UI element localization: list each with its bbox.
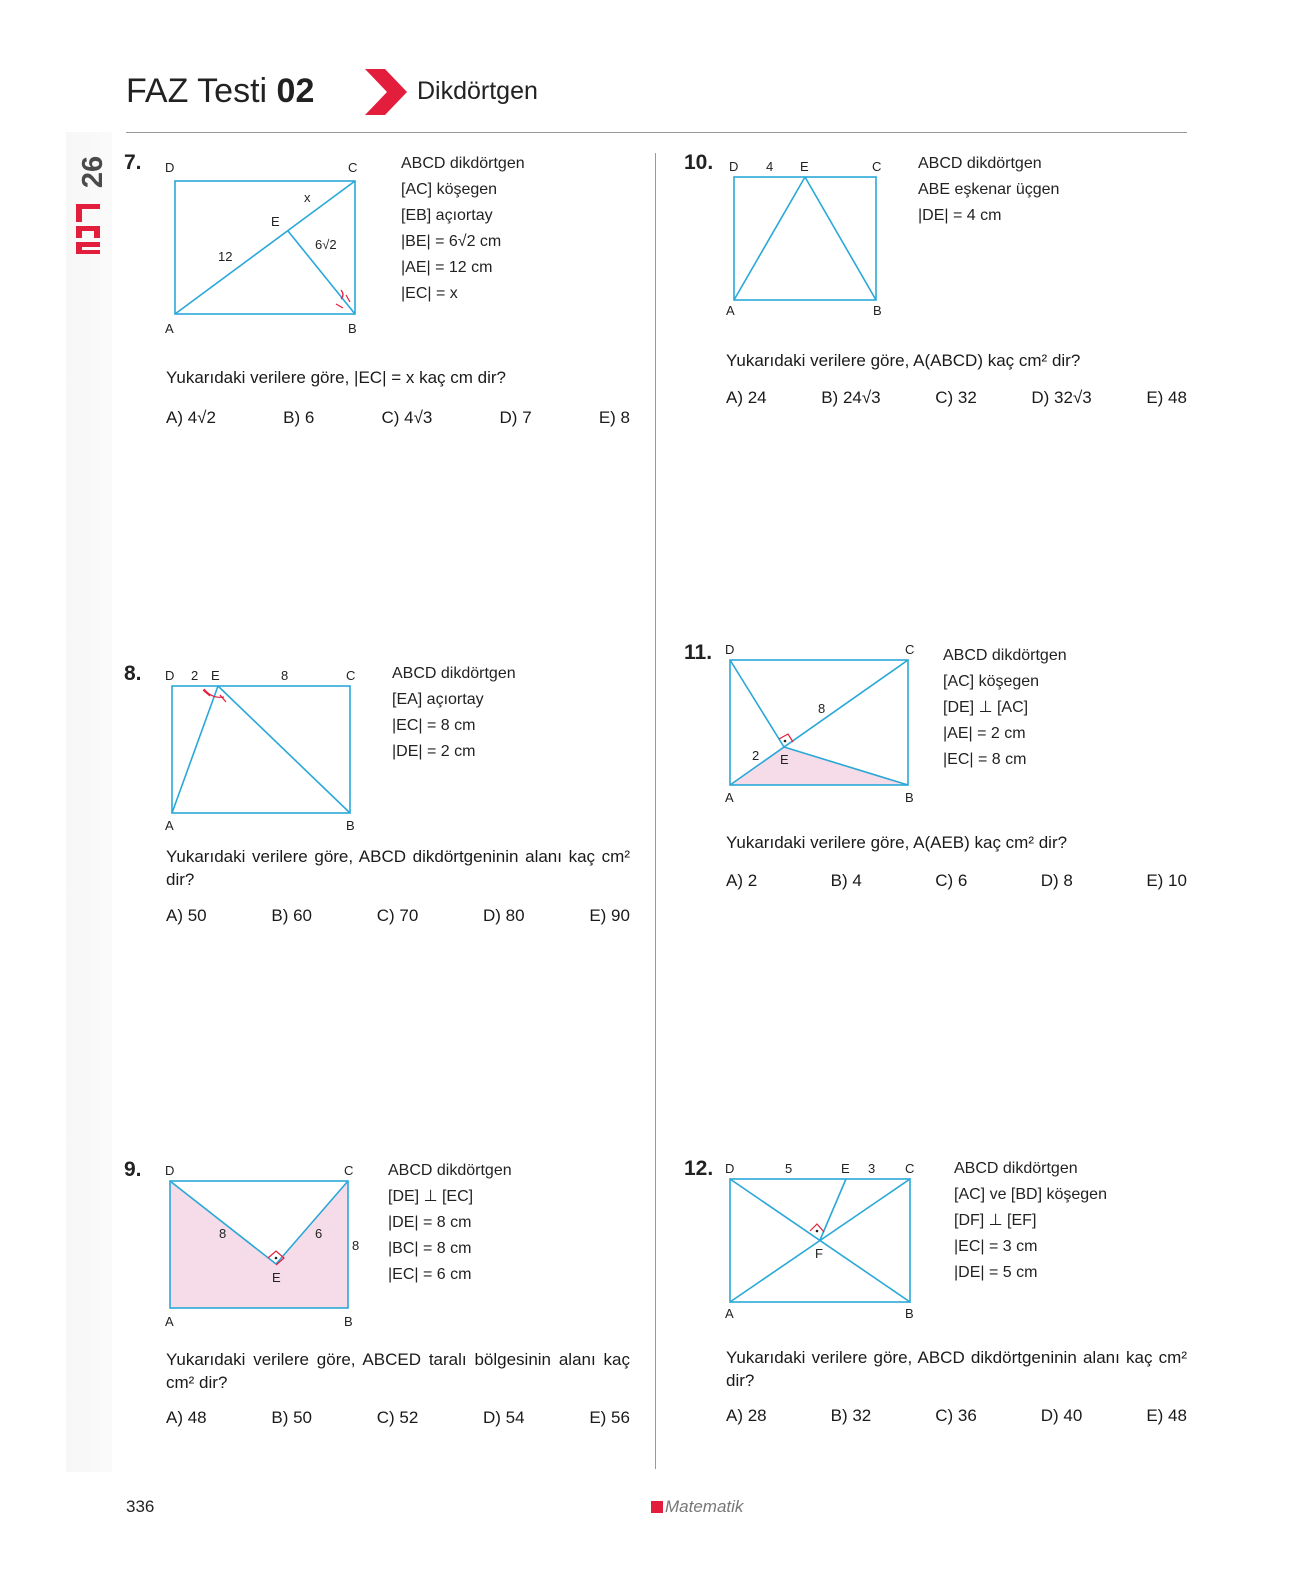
label-E: E [271, 214, 280, 229]
question-11-info [943, 643, 1067, 773]
info-line: ABE eşkenar üçgen [918, 181, 1060, 198]
label-B: B [873, 303, 882, 318]
question-8-text: Yukarıdaki verilere göre, ABCD dikdörtgeninin alanı kaç cm² dir? [166, 847, 630, 889]
header-divider [126, 132, 1187, 133]
info-line: [AC] köşegen [943, 673, 1040, 690]
label-B: B [344, 1314, 353, 1329]
choice-c[interactable]: C) 4√3 [381, 408, 433, 427]
question-number: 7. [124, 151, 142, 174]
question-7-text: Yukarıdaki verilere göre, |EC| = x kaç cm dir? [166, 368, 506, 387]
label-12: 12 [218, 249, 233, 264]
choice-e[interactable]: E) 48 [1146, 1406, 1187, 1425]
choice-b[interactable]: B) 50 [271, 1408, 312, 1427]
label-E: E [800, 159, 809, 174]
choice-e[interactable]: E) 8 [598, 408, 630, 427]
choice-c[interactable]: C) 52 [376, 1408, 419, 1427]
label-3: 3 [868, 1161, 876, 1176]
choice-e[interactable]: E) 90 [589, 906, 630, 925]
question-number: 10. [684, 151, 714, 174]
column-divider [655, 153, 656, 1469]
info-line: |EC| = 8 cm [392, 717, 476, 734]
info-line: [DE] ⊥ [EC] [388, 1188, 474, 1205]
info-line: |BE| = 6√2 cm [401, 233, 502, 250]
question-9-choices [166, 1408, 630, 1428]
question-12-info [954, 1156, 1107, 1286]
label-B: B [905, 1306, 914, 1321]
question-12-figure [722, 1158, 927, 1323]
label-6root2: 6√2 [315, 237, 337, 252]
question-10-info [918, 151, 1059, 229]
info-line: |DE| = 2 cm [392, 743, 476, 760]
choice-a[interactable]: A) 28 [726, 1406, 767, 1425]
label-8: 8 [818, 701, 826, 716]
choice-a[interactable]: A) 24 [726, 388, 767, 407]
question-7-info [401, 151, 525, 307]
choice-d[interactable]: D) 7 [499, 408, 532, 427]
info-line: |EC| = x [401, 285, 458, 302]
chevron-right-icon [365, 69, 407, 115]
faz-logo-icon [73, 200, 103, 256]
sidebar-page-number: 26 [77, 155, 109, 189]
choice-d[interactable]: D) 8 [1040, 871, 1073, 890]
question-10-choices [726, 388, 1187, 408]
choice-c[interactable]: C) 70 [376, 906, 419, 925]
label-A: A [726, 303, 735, 318]
label-E: E [272, 1270, 281, 1285]
choice-a[interactable]: A) 4√2 [166, 408, 216, 427]
question-12-choices [726, 1406, 1187, 1426]
question-9-figure [160, 1160, 375, 1330]
info-line: |BC| = 8 cm [388, 1240, 472, 1257]
choice-a[interactable]: A) 2 [726, 871, 758, 890]
choice-e[interactable]: E) 48 [1146, 388, 1187, 407]
info-line: |AE| = 12 cm [401, 259, 493, 276]
info-line: |EC| = 6 cm [388, 1266, 472, 1283]
label-2: 2 [191, 668, 199, 683]
choice-c[interactable]: C) 36 [935, 1406, 977, 1425]
test-number: 02 [276, 72, 315, 110]
question-number: 9. [124, 1158, 142, 1181]
info-line: ABCD dikdörtgen [401, 155, 525, 172]
choice-e[interactable]: E) 10 [1146, 871, 1187, 890]
choice-c[interactable]: C) 32 [935, 388, 977, 407]
info-line: ABCD dikdörtgen [918, 155, 1042, 172]
label-A: A [165, 818, 174, 833]
label-A: A [725, 1306, 734, 1321]
label-A: A [165, 1314, 174, 1329]
question-number: 12. [684, 1157, 714, 1180]
info-line: [DF] ⊥ [EF] [954, 1212, 1037, 1229]
label-D: D [725, 1161, 735, 1176]
label-C: C [344, 1163, 354, 1178]
info-line: |EC| = 3 cm [954, 1238, 1038, 1255]
info-line: ABCD dikdörtgen [392, 665, 516, 682]
info-line: ABCD dikdörtgen [954, 1160, 1078, 1177]
question-number: 8. [124, 662, 142, 685]
page-number: 336 [126, 1497, 155, 1516]
label-C: C [348, 160, 358, 175]
info-line: |EC| = 8 cm [943, 751, 1027, 768]
question-9-text: Yukarıdaki verilere göre, ABCED taralı bölgesinin alanı kaç cm² dir? [166, 1350, 630, 1392]
choice-d[interactable]: D) 40 [1040, 1406, 1083, 1425]
choice-b[interactable]: B) 32 [830, 1406, 872, 1425]
square-icon [651, 1501, 663, 1513]
info-line: [EB] açıortay [401, 207, 493, 224]
label-D: D [725, 642, 735, 657]
label-D: D [165, 1163, 175, 1178]
topic-title: Dikdörtgen [417, 77, 538, 105]
question-11-choices [726, 871, 1187, 891]
label-E: E [841, 1161, 850, 1176]
question-11-text: Yukarıdaki verilere göre, A(AEB) kaç cm² dir? [726, 833, 1068, 852]
info-line: [EA] açıortay [392, 691, 484, 708]
question-11-figure [722, 640, 922, 810]
info-line: |DE| = 5 cm [954, 1264, 1038, 1281]
test-name: FAZ Testi [126, 72, 268, 110]
question-7-choices [166, 408, 630, 428]
question-10-figure [724, 155, 899, 325]
page-title [126, 72, 314, 111]
choice-a[interactable]: A) 48 [166, 1408, 207, 1427]
label-8-BC: 8 [352, 1238, 360, 1253]
label-B: B [348, 321, 357, 336]
subject-label: Matematik [665, 1497, 744, 1516]
label-C: C [905, 642, 915, 657]
choice-d[interactable]: D) 80 [483, 906, 525, 925]
label-A: A [165, 321, 174, 336]
choice-c[interactable]: C) 6 [935, 871, 968, 890]
info-line: ABCD dikdörtgen [388, 1162, 512, 1179]
label-8: 8 [281, 668, 289, 683]
label-4: 4 [766, 159, 774, 174]
info-line: [AC] köşegen [401, 181, 498, 198]
choice-b[interactable]: B) 24√3 [821, 388, 881, 407]
label-D: D [165, 668, 175, 683]
choice-d[interactable]: D) 54 [483, 1408, 525, 1427]
info-line: [AC] ve [BD] köşegen [954, 1186, 1107, 1203]
question-9-info [388, 1158, 512, 1288]
question-10-text: Yukarıdaki verilere göre, A(ABCD) kaç cm² dir? [726, 351, 1081, 370]
label-6: 6 [315, 1226, 323, 1241]
label-C: C [905, 1161, 915, 1176]
info-line: |DE| = 4 cm [918, 207, 1002, 224]
label-B: B [346, 818, 355, 833]
label-E: E [780, 752, 789, 767]
question-8-choices [166, 906, 630, 926]
label-E: E [211, 668, 220, 683]
choice-b[interactable]: B) 60 [271, 906, 312, 925]
label-C: C [346, 668, 356, 683]
question-7-figure [160, 155, 380, 340]
label-2: 2 [752, 748, 760, 763]
question-12-text: Yukarıdaki verilere göre, ABCD dikdörtgeninin alanı kaç cm² dir? [726, 1348, 1187, 1390]
label-5: 5 [785, 1161, 793, 1176]
info-line: |AE| = 2 cm [943, 725, 1026, 742]
question-number: 11. [684, 641, 713, 664]
choice-e[interactable]: E) 56 [589, 1408, 630, 1427]
label-8-DE: 8 [219, 1226, 227, 1241]
choice-a[interactable]: A) 50 [166, 906, 207, 925]
choice-d[interactable]: D) 32√3 [1031, 388, 1092, 407]
info-line: ABCD dikdörtgen [943, 647, 1067, 664]
label-C: C [872, 159, 882, 174]
info-line: [DE] ⊥ [AC] [943, 699, 1029, 716]
question-8-info [392, 661, 516, 765]
label-D: D [165, 160, 175, 175]
question-8-figure [160, 665, 370, 835]
label-D: D [729, 159, 739, 174]
choice-b[interactable]: B) 6 [283, 408, 315, 427]
label-F: F [815, 1246, 823, 1261]
choice-b[interactable]: B) 4 [830, 871, 862, 890]
info-line: |DE| = 8 cm [388, 1214, 472, 1231]
label-B: B [905, 790, 914, 805]
label-A: A [725, 790, 734, 805]
label-x: x [304, 190, 311, 205]
side-strip [66, 132, 112, 1472]
